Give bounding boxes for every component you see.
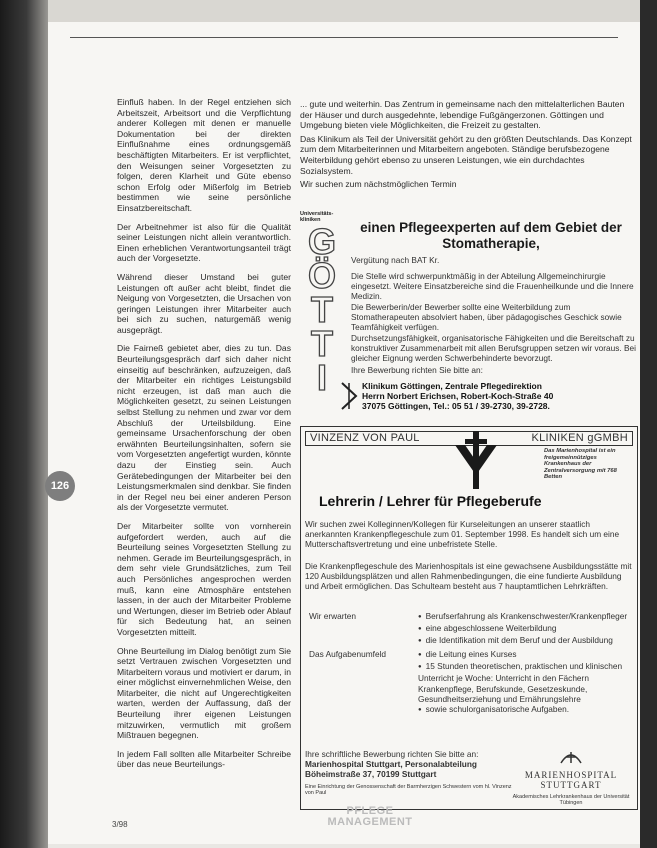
contact-line: Klinikum Göttingen, Zentrale Pflegedirektion <box>362 381 542 391</box>
logo-letter: T <box>311 289 333 330</box>
logo-letter: Ö <box>307 255 336 296</box>
list-item: ● 15 Stunden theoretischen, praktischen und klinischen Unterricht je Woche: Unterricht in den Fächern Krankenpflege, Berufskunde, Gesetzeskunde, Gesundheitserziehung und Ernährungslehre <box>418 661 633 704</box>
ad-paragraph: Die Stelle wird schwerpunktmäßig in der Abteilung Allgemeinchirurgie eingesetzt. Weitere Einsatzbereiche sind die Frauenheilkunde und die Innere Medizin. <box>351 271 634 302</box>
logo-subtitle: Akademisches Lehrkrankenhaus der Universität Tübingen <box>512 794 630 806</box>
article-paragraph: Der Mitarbeiter sollte von vornherein aufgefordert werden, auch auf die Beurteilung seines Vorgesetzten Stellung zu nehmen. Gerade im Beurteilungsgespräch, in dem sehr viele Grundsätzliches, zum Teil auch Persönliches angesprochen werden muß, kann eine Atmosphäre entstehen lassen, in der auch der Mitarbeiter Probleme und Wertungen, dieser im Betrieb oder Ablauf für sich Bedeutung hat, an seinen Vorgesetzten mitteilt. <box>117 520 291 637</box>
tasks-list <box>418 649 633 716</box>
contact-address <box>362 381 632 411</box>
contact-line: Herrn Norbert Erichsen, Robert-Koch-Straße 40 <box>362 391 554 401</box>
article-paragraph: Einfluß haben. In der Regel entziehen sich Arbeitszeit, Arbeitsort und die Verpflichtung anderer Kollegen mit denen er manuelle Dokumentation bei der direkten Einflußnahme eines ordnungsgemäß beschäftigten Mitarbeiters. Er ist verpflichtet, den Weisungen seiner Vorgesetzten zu folgen, deren Klarheit und Güte ebenso schon Erfolg oder Mißerfolg im Betrieb bestimmen wie seine persönliche Einsatzbereitschaft. <box>117 97 291 213</box>
goettingen-job-ad <box>300 201 636 412</box>
list-item: ● die Identifikation mit dem Beruf und der Ausbildung <box>418 635 633 647</box>
ad-intro-text <box>300 99 636 193</box>
ad-headline: einen Pflegeexperten auf dem Gebiet der Stomatherapie, <box>360 220 622 251</box>
logo-letter: G <box>307 221 336 262</box>
journal-line: MANAGEMENT <box>327 816 413 828</box>
article-paragraph: Der Arbeitnehmer ist also für die Qualität seiner Leistungen nicht allein verantwortlich. Einen erheblichen Verantwortungsanteil trägt auch der Vorgesetzte. <box>117 221 291 264</box>
vinzenz-logo-icon <box>451 427 501 491</box>
ad-paragraph: Die Bewerberin/der Bewerber sollte eine Weiterbildung zum Stomatherapeuten absolviert haben, über pädagogisches Geschick sowie Teamfähigkeit verfügen. <box>351 302 622 333</box>
list-item: ● Berufserfahrung als Krankenschwester/Krankenpfleger <box>418 611 633 623</box>
ad-intro-paragraph: ... gute und weiterhin. Das Zentrum in gemeinsame nach den mittelalterlichen Bauten der Häuser und durch ausgedehnte, lebendige Fußgängerzonen. Göttingen und Umgebung bieten viele Möglichkeiten, die Freizeit zu gestalten. <box>300 99 625 131</box>
clinic-logo-text: Universitäts-kliniken <box>300 211 334 223</box>
article-paragraph: Während dieser Umstand bei guter Leistungen oft außer acht bleibt, findet die Neigung von Vorgesetzten, die Ursachen von geringen Leistungen ihrer Mitarbeiter auch bei sich zu suchen, naturgemäß wenig ausgeprägt. <box>117 271 291 335</box>
logo-name-line: MARIENHOSPITAL <box>524 770 618 780</box>
clinic-mark-icon <box>340 381 358 411</box>
apply-line: Marienhospital Stuttgart, Personalabteilung <box>305 759 477 770</box>
journal-line: PFLEGE <box>346 805 394 817</box>
marienhospital-job-ad <box>300 426 638 810</box>
article-paragraph: In jedem Fall sollten alle Mitarbeiter Schreibe über das neue Beurteilungs- <box>117 748 291 770</box>
contact-line: 37075 Göttingen, Tel.: 05 51 / 39-2730, 39-2728. <box>362 401 550 411</box>
ad-intro-paragraph: Das Klinikum als Teil der Universität gehört zu den größten Deutschlands. Das Konzept zum dem Mitarbeiterinnen und Mitarbeitern angeboten. Ständige berufsbezogene Weiterbildung gehört ebenso zu unseren Leistungen, wie ein durchdachtes Sozialsystem. <box>300 133 632 176</box>
logo-name-line: STUTTGART <box>540 780 602 790</box>
header-right-title: KLINIKEN gGMBH <box>531 432 628 444</box>
top-strip <box>48 0 640 22</box>
marienhospital-emblem-icon <box>559 749 583 765</box>
ad-intro-paragraph: Wir suchen zum nächstmöglichen Termin <box>300 179 457 190</box>
page-number: 3/98 <box>112 820 128 829</box>
expectations-label: Wir erwarten <box>309 611 357 621</box>
binding-spine <box>0 0 48 848</box>
application-address <box>305 749 515 796</box>
ad-paragraph: Durchsetzungsfähigkeit, organisatorische Fähigkeiten und die Bereitschaft zu konstruktiver Zusammenarbeit mit allen Berufsgruppen setzen wir voraus. Bei gleicher Eignung werden Schwerbehinderte bevorzugt. <box>351 333 636 364</box>
list-item: ● sowie schulorganisatorische Aufgaben. <box>418 704 633 716</box>
article-paragraph: Die Fairneß gebietet aber, dies zu tun. Das Beurteilungsgespräch darf sich daher nicht einseitig auf beschränken, aufzuzeigen, daß der Mitarbeiter ein richtiges Leistungsbild nicht erzeugen, ist daß man auch die Möglichkeiten gesetzt, zu seinen Leistungen selbst Stellung zu nehmen und zwar vor dem Abschluß der Urteilsbildung. Eine gemeinsame Ursachenforschung der oben erwähnten Beurteilungsinhalten, sofern sie vom Vorgesetzten angefertigt wurden, könnte dazu der Einstieg sein. Auch Gerätebedingungen der Mitarbeiter bei den Leistungsmerkmalen sind denkbar. Sie finden in der Regel neu bei einer anderen Person als der Vorgesetzte vermutet. <box>117 343 291 513</box>
apply-footnote: Eine Einrichtung der Genossenschaft der Barmherzigen Schwestern vom hl. Vinzenz von Paul <box>305 783 512 796</box>
header-rule <box>70 37 618 38</box>
article-paragraph: Ohne Beurteilung im Dialog benötigt zum Sie setzt Vertrauen zwischen Vorgesetzten und Mitarbeitern voraus und motiviert er darum, in einer möglichst einvernehmlichen Weise, den Mitarbeiter, die nicht auf Ungerechtigkeiten warten, werden der Auffassung, daß der Beurteilung ihrer eigenen Leistungen mitzuwirken, vermutlich mit großem Mißtrauen begegnen. <box>117 645 291 741</box>
article-column <box>117 97 291 778</box>
header-left-title: VINZENZ VON PAUL <box>310 432 420 444</box>
ad-headline: Lehrerin / Lehrer für Pflegeberufe <box>319 493 542 509</box>
apply-note: Ihre Bewerbung richten Sie bitte an: <box>351 365 483 375</box>
pay-grade: Vergütung nach BAT Kr. <box>351 255 440 265</box>
ad-paragraph: Die Krankenpflegeschule des Marienhospitals ist eine gewachsene Ausbildungsstätte mit 120 Ausbildungsplätzen und allen Rahmenbedingungen, die eine fundierte Ausbildung und Arbeit ermöglichen. Das Schulteam besteht aus 7 hauptamtlichen Lehrkräften. <box>305 561 632 592</box>
logo-letter: I <box>316 357 327 398</box>
expectations-list <box>418 611 633 648</box>
list-item: ● eine abgeschlossene Weiterbildung <box>418 623 633 635</box>
page-tab-badge: 126 <box>45 471 75 501</box>
marienhospital-logo <box>511 749 631 806</box>
tasks-label: Das Aufgabenumfeld <box>309 649 387 659</box>
journal-logo <box>300 806 440 828</box>
apply-line: Böheimstraße 37, 70199 Stuttgart <box>305 769 437 780</box>
list-item: ● die Leitung eines Kurses <box>418 649 633 661</box>
hospital-note: Das Marienhospital ist ein freigemeinnütziges Krankenhaus der Zentralversorgung mit 768 Betten <box>544 448 617 481</box>
apply-intro: Ihre schriftliche Bewerbung richten Sie bitte an: <box>305 749 479 759</box>
logo-letter: T <box>311 323 333 364</box>
scan-edge <box>640 0 657 848</box>
ad-paragraph: Wir suchen zwei Kolleginnen/Kollegen für Kurseleitungen an unserer staatlich anerkannten Krankenpflegeschule zum 01. September 1998. Es handelt sich um eine Mutterschaftsvertretung und eine unbefristete Stelle. <box>305 519 620 550</box>
goettingen-vertical-logo <box>302 221 342 398</box>
